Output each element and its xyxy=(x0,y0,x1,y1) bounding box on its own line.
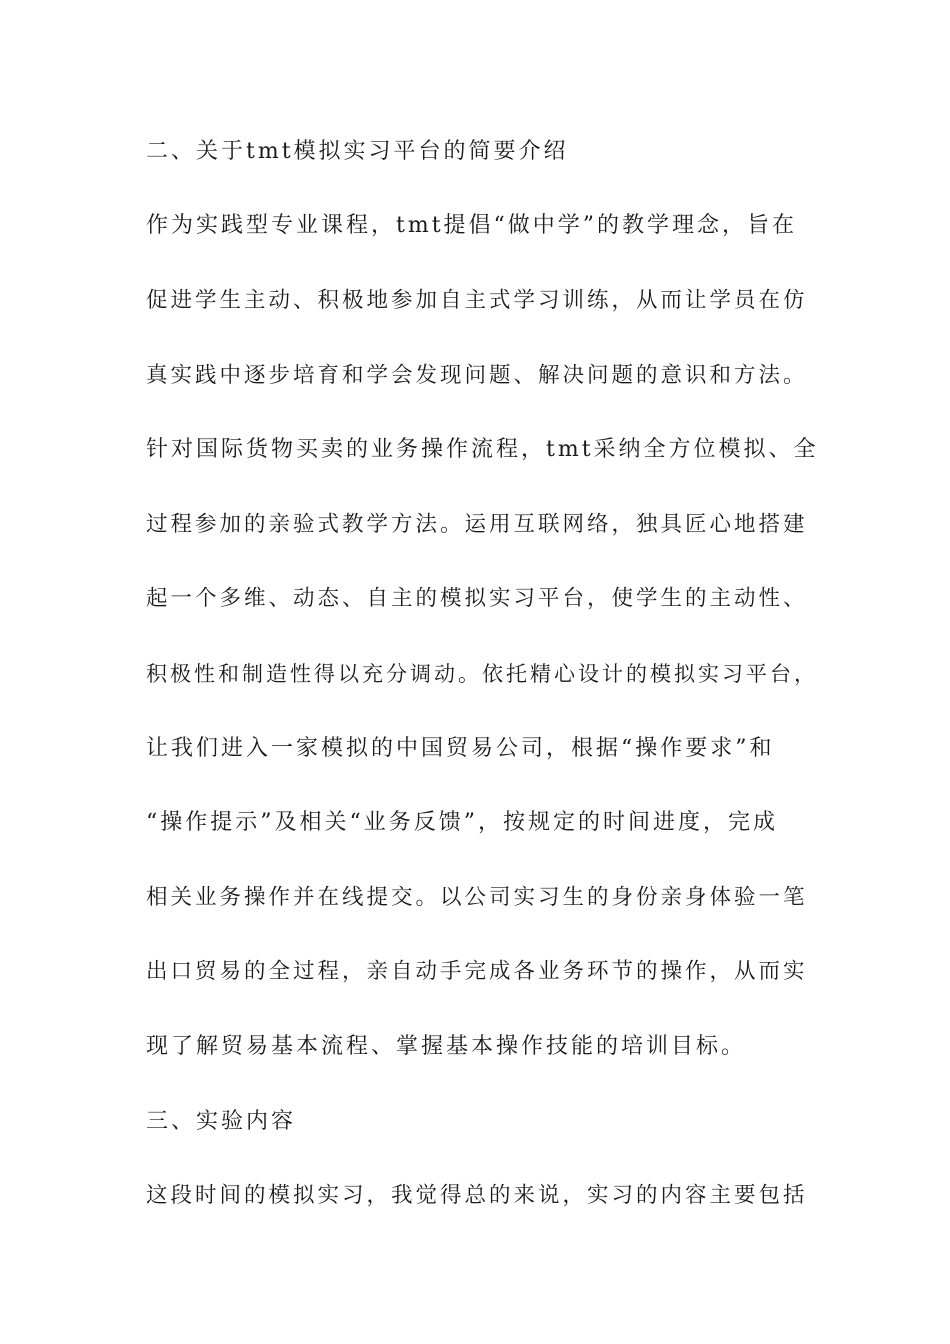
paragraph-line: 现了解贸易基本流程、掌握基本操作技能的培训目标。 xyxy=(146,1034,747,1059)
paragraph-line: 真实践中逐步培育和学会发现问题、解决问题的意识和方法。 xyxy=(146,363,808,388)
paragraph-line: 出口贸易的全过程，亲自动手完成各业务环节的操作，从而实 xyxy=(146,959,808,984)
paragraph-line: 促进学生主动、积极地参加自主式学习训练，从而让学员在仿 xyxy=(146,288,808,313)
section-heading-3: 三、实验内容 xyxy=(146,1109,297,1134)
paragraph-line: 让我们进入一家模拟的中国贸易公司，根据“操作要求”和 xyxy=(146,736,775,761)
section-heading-2: 二、关于tmt模拟实习平台的简要介绍 xyxy=(146,139,569,164)
paragraph-line: 相关业务操作并在线提交。以公司实习生的身份亲身体验一笔 xyxy=(146,885,808,910)
paragraph-line: 起一个多维、动态、自主的模拟实习平台，使学生的主动性、 xyxy=(146,586,808,611)
paragraph-line: 针对国际货物买卖的业务操作流程，tmt采纳全方位模拟、全 xyxy=(146,437,819,462)
paragraph-line: 积极性和制造性得以充分调动。依托精心设计的模拟实习平台， xyxy=(146,662,818,686)
paragraph-line: 这段时间的模拟实习，我觉得总的来说，实习的内容主要包括 xyxy=(146,1183,808,1208)
paragraph-line: “操作提示”及相关“业务反馈”，按规定的时间进度，完成 xyxy=(146,810,778,835)
paragraph-line: 作为实践型专业课程，tmt提倡“做中学”的教学理念，旨在 xyxy=(146,213,798,238)
paragraph-line: 过程参加的亲验式教学方法。运用互联网络，独具匠心地搭建 xyxy=(146,512,808,537)
